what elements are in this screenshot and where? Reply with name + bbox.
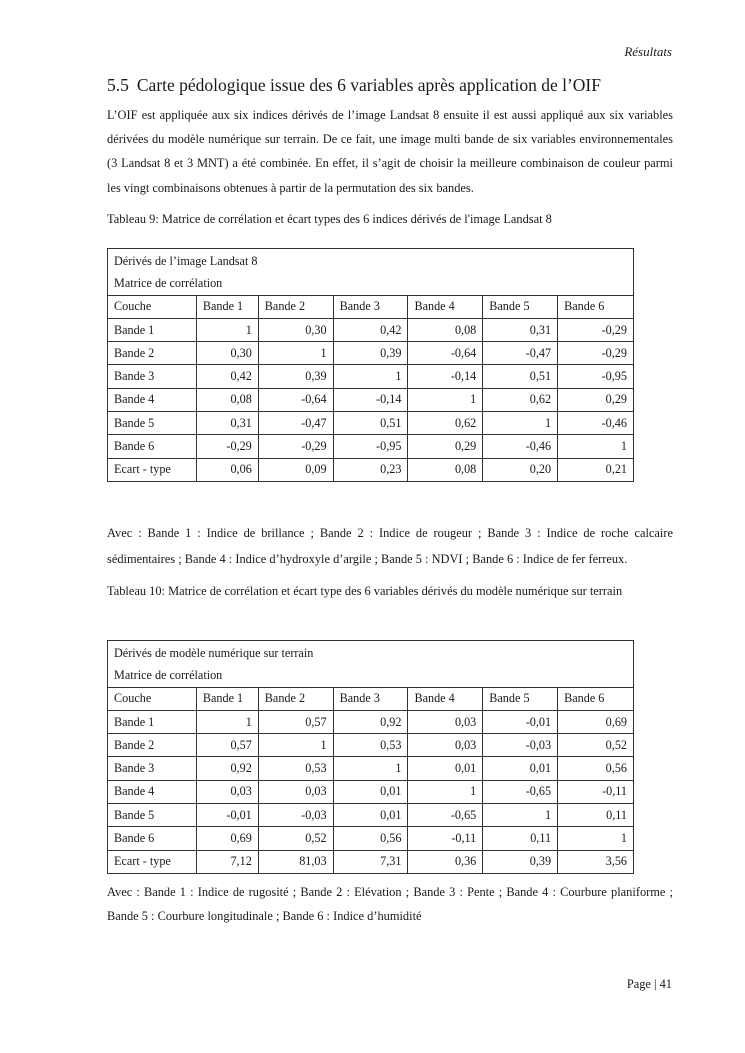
column-header: Bande 1 xyxy=(196,295,258,318)
table-title: Dérivés de modèle numérique sur terrain xyxy=(108,641,634,664)
table-cell: -0,29 xyxy=(558,342,634,365)
table-cell: -0,14 xyxy=(333,388,408,411)
table-cell: 0,11 xyxy=(483,827,558,850)
table-cell: 1 xyxy=(408,780,483,803)
table10-body xyxy=(108,641,634,874)
table-row xyxy=(108,827,634,850)
table-cell: -0,11 xyxy=(558,780,634,803)
page-footer: Page | 41 xyxy=(626,977,672,991)
table-cell: 0,01 xyxy=(333,804,408,827)
table-cell: -0,95 xyxy=(558,365,634,388)
table-cell: 0,06 xyxy=(196,458,258,481)
row-label: Bande 5 xyxy=(108,804,197,827)
table-cell: 81,03 xyxy=(258,850,333,873)
column-header: Bande 4 xyxy=(408,687,483,710)
table-title: Dérivés de l’image Landsat 8 xyxy=(108,249,634,272)
table-cell: 1 xyxy=(558,827,634,850)
table-row xyxy=(108,850,634,873)
row-label: Bande 2 xyxy=(108,734,197,757)
table-cell: 0,31 xyxy=(196,412,258,435)
table-row xyxy=(108,734,634,757)
table-cell: -0,14 xyxy=(408,365,483,388)
table-header-row xyxy=(108,295,634,318)
table-cell: 0,30 xyxy=(258,318,333,341)
column-header: Couche xyxy=(108,295,197,318)
table-cell: 0,39 xyxy=(258,365,333,388)
table-subtitle-row xyxy=(108,664,634,687)
table-cell: 0,51 xyxy=(333,412,408,435)
column-header: Bande 4 xyxy=(408,295,483,318)
table-row xyxy=(108,388,634,411)
row-label: Bande 2 xyxy=(108,342,197,365)
table-row xyxy=(108,780,634,803)
table-row xyxy=(108,757,634,780)
table-cell: 1 xyxy=(408,388,483,411)
table-row xyxy=(108,458,634,481)
table-cell: 1 xyxy=(258,734,333,757)
table-cell: 1 xyxy=(483,804,558,827)
column-header: Bande 3 xyxy=(333,295,408,318)
column-header: Bande 1 xyxy=(196,687,258,710)
table-cell: 0,39 xyxy=(483,850,558,873)
table-cell: -0,29 xyxy=(558,318,634,341)
table-cell: 0,62 xyxy=(483,388,558,411)
table-cell: 0,21 xyxy=(558,458,634,481)
table-cell: -0,95 xyxy=(333,435,408,458)
table-cell: 0,52 xyxy=(258,827,333,850)
table-cell: 0,08 xyxy=(408,458,483,481)
row-label: Bande 6 xyxy=(108,435,197,458)
column-header: Bande 6 xyxy=(558,295,634,318)
row-label: Bande 3 xyxy=(108,757,197,780)
table-cell: -0,65 xyxy=(483,780,558,803)
table-cell: 0,51 xyxy=(483,365,558,388)
table-cell: 0,23 xyxy=(333,458,408,481)
table-row xyxy=(108,318,634,341)
table-cell: 0,53 xyxy=(258,757,333,780)
table-cell: 0,03 xyxy=(408,710,483,733)
page-label: Page xyxy=(626,977,651,991)
table-cell: 0,92 xyxy=(333,710,408,733)
table-row xyxy=(108,710,634,733)
table-cell: 0,30 xyxy=(196,342,258,365)
row-label: Bande 4 xyxy=(108,388,197,411)
table-cell: 0,08 xyxy=(408,318,483,341)
page-number: 41 xyxy=(659,977,672,991)
table-cell: 0,52 xyxy=(558,734,634,757)
table10-legend: Avec : Bande 1 : Indice de rugosité ; Bande 2 : Elévation ; Bande 3 : Pente ; Bande 4 : Courbure planiforme ; Bande 5 : Courbure longitudinale ; Bande 6 : Indice d’humidité xyxy=(107,885,673,924)
table-cell: 0,57 xyxy=(258,710,333,733)
table-cell: 0,08 xyxy=(196,388,258,411)
intro-paragraph: L’OIF est appliquée aux six indices dérivés de l’image Landsat 8 ensuite il est aussi appliqué aux six variables dérivées du modèle numérique sur terrain. De ce fait, une image multi bande de six variables environnementales (3 Landsat 8 et 3 MNT) a été combinée. En effet, il s’agit de choisir la meilleure combinaison de couleur parmi les vingt combinaisons obtenues à partir de la permutation des six bandes. xyxy=(107,108,673,195)
table-cell: 3,56 xyxy=(558,850,634,873)
table9-body xyxy=(108,249,634,482)
table-cell: 0,11 xyxy=(558,804,634,827)
table10 xyxy=(107,640,634,874)
row-label: Bande 6 xyxy=(108,827,197,850)
table-cell: 7,12 xyxy=(196,850,258,873)
row-label: Ecart - type xyxy=(108,850,197,873)
table-cell: 0,31 xyxy=(483,318,558,341)
table-row xyxy=(108,435,634,458)
table-cell: 0,03 xyxy=(258,780,333,803)
table-cell: -0,46 xyxy=(483,435,558,458)
table-cell: 0,20 xyxy=(483,458,558,481)
table-cell: 0,01 xyxy=(483,757,558,780)
column-header: Bande 2 xyxy=(258,687,333,710)
table-row xyxy=(108,412,634,435)
table-subtitle: Matrice de corrélation xyxy=(108,664,634,687)
row-label: Bande 5 xyxy=(108,412,197,435)
table-header-row xyxy=(108,687,634,710)
row-label: Bande 1 xyxy=(108,710,197,733)
table-cell: 1 xyxy=(333,365,408,388)
column-header: Bande 6 xyxy=(558,687,634,710)
table-cell: 0,42 xyxy=(333,318,408,341)
table-cell: 0,56 xyxy=(558,757,634,780)
table-cell: 0,53 xyxy=(333,734,408,757)
table-title-row xyxy=(108,641,634,664)
table-cell: -0,29 xyxy=(258,435,333,458)
table-cell: 1 xyxy=(558,435,634,458)
section-title xyxy=(107,75,677,96)
table-row xyxy=(108,342,634,365)
table-cell: 7,31 xyxy=(333,850,408,873)
table-cell: 1 xyxy=(483,412,558,435)
table9 xyxy=(107,248,634,482)
table-cell: 0,03 xyxy=(408,734,483,757)
table-cell: -0,01 xyxy=(196,804,258,827)
table9-caption: Tableau 9: Matrice de corrélation et écart types des 6 indices dérivés de l'image Landsat 8 xyxy=(107,212,552,226)
table-cell: 0,62 xyxy=(408,412,483,435)
table10-caption: Tableau 10: Matrice de corrélation et écart type des 6 variables dérivés du modèle numérique sur terrain xyxy=(107,584,623,598)
column-header: Bande 2 xyxy=(258,295,333,318)
table-cell: -0,46 xyxy=(558,412,634,435)
table-row xyxy=(108,365,634,388)
table-cell: 0,01 xyxy=(408,757,483,780)
table-cell: 0,39 xyxy=(333,342,408,365)
column-header: Bande 5 xyxy=(483,295,558,318)
table-cell: 0,36 xyxy=(408,850,483,873)
row-label: Ecart - type xyxy=(108,458,197,481)
table-cell: -0,64 xyxy=(258,388,333,411)
table-cell: -0,47 xyxy=(258,412,333,435)
table-cell: -0,47 xyxy=(483,342,558,365)
table-cell: 1 xyxy=(196,710,258,733)
table-subtitle: Matrice de corrélation xyxy=(108,272,634,295)
table-row xyxy=(108,804,634,827)
running-header: Résultats xyxy=(624,44,672,59)
table-cell: 1 xyxy=(333,757,408,780)
table-title-row xyxy=(108,249,634,272)
table-cell: -0,65 xyxy=(408,804,483,827)
table-cell: 0,01 xyxy=(333,780,408,803)
table-cell: 1 xyxy=(196,318,258,341)
table-cell: 0,29 xyxy=(408,435,483,458)
table-cell: 0,29 xyxy=(558,388,634,411)
table-cell: 0,09 xyxy=(258,458,333,481)
row-label: Bande 3 xyxy=(108,365,197,388)
row-label: Bande 4 xyxy=(108,780,197,803)
table-cell: 0,57 xyxy=(196,734,258,757)
table-cell: 0,03 xyxy=(196,780,258,803)
column-header: Couche xyxy=(108,687,197,710)
section-number: 5.5 xyxy=(107,75,129,95)
table-cell: -0,03 xyxy=(483,734,558,757)
column-header: Bande 5 xyxy=(483,687,558,710)
table-cell: 0,56 xyxy=(333,827,408,850)
section-title-text: Carte pédologique issue des 6 variables après application de l’OIF xyxy=(136,75,601,95)
table9-legend: Avec : Bande 1 : Indice de brillance ; Bande 2 : Indice de rougeur ; Bande 3 : Indice de roche calcaire sédimentaires ; Bande 4 : Indice d’hydroxyle d’argile ; Bande 5 : NDVI ; Bande 6 : Indice de fer ferreux. xyxy=(107,526,673,566)
table-cell: -0,01 xyxy=(483,710,558,733)
column-header: Bande 3 xyxy=(333,687,408,710)
table-subtitle-row xyxy=(108,272,634,295)
table-cell: -0,29 xyxy=(196,435,258,458)
table-cell: 0,92 xyxy=(196,757,258,780)
table-cell: 0,42 xyxy=(196,365,258,388)
table-cell: -0,64 xyxy=(408,342,483,365)
table-cell: -0,03 xyxy=(258,804,333,827)
table-cell: -0,11 xyxy=(408,827,483,850)
row-label: Bande 1 xyxy=(108,318,197,341)
table-cell: 0,69 xyxy=(196,827,258,850)
table-cell: 1 xyxy=(258,342,333,365)
table-cell: 0,69 xyxy=(558,710,634,733)
